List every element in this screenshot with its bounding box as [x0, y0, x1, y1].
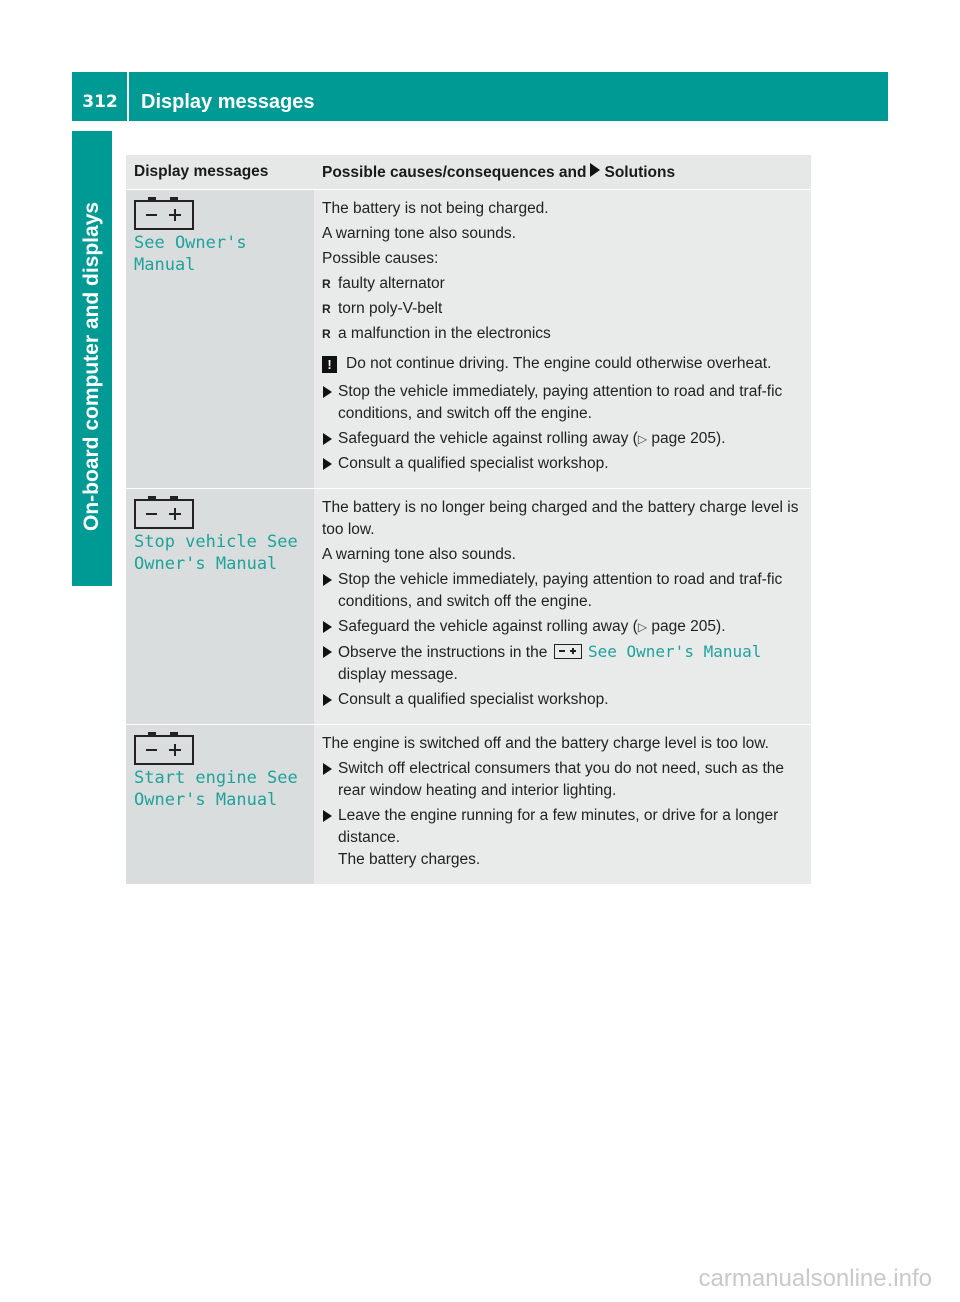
inline-display-message: See Owner's Manual [587, 642, 762, 661]
table-row [126, 190, 811, 489]
step-item: Observe the instructions in the See Owner's Manual display message. [322, 641, 803, 686]
side-tab-label: On-board computer and displays [80, 201, 103, 531]
step-item: Safeguard the vehicle against rolling away (▷ page 205). [322, 428, 803, 450]
display-message-text: Stop vehicle See Owner's Manual [134, 532, 309, 574]
description: Possible causes: [322, 250, 439, 267]
description: The battery is not being charged. [322, 200, 549, 217]
display-message-cell [126, 725, 314, 885]
col-header-display-messages: Display messages [126, 155, 314, 190]
battery-icon [134, 200, 194, 230]
step-arrow-icon [323, 621, 332, 633]
bullet-r-icon: R [322, 302, 331, 316]
description: The battery is no longer being charged and the battery charge level is too low. [322, 499, 799, 538]
step-arrow-icon [323, 694, 332, 706]
col-header-pre: Possible causes/consequences and [322, 163, 587, 181]
battery-icon [554, 644, 582, 659]
step-arrow-icon [323, 458, 332, 470]
battery-icon [134, 499, 194, 529]
step-item: Stop the vehicle immediately, paying attention to road and traf-fic conditions, and switch off the engine. [322, 381, 803, 425]
step-arrow-icon [323, 646, 332, 658]
step-item: Safeguard the vehicle against rolling away (▷ page 205). [322, 616, 803, 638]
display-message-text: See Owner's Manual [134, 233, 257, 275]
page-reference[interactable]: page 205). [651, 430, 726, 447]
solutions-cell [314, 725, 811, 885]
action-arrow-icon [590, 163, 600, 177]
step-arrow-icon [323, 433, 332, 445]
cause-item: R torn poly-V-belt [322, 298, 803, 320]
solutions-cell [314, 190, 811, 489]
page-reference[interactable]: page 205). [651, 618, 726, 635]
display-message-cell [126, 489, 314, 725]
warning-icon: ! [322, 356, 337, 373]
battery-icon [134, 735, 194, 765]
step-arrow-icon [323, 763, 332, 775]
col-header-post: Solutions [604, 163, 676, 181]
display-message-text: Start engine See Owner's Manual [134, 768, 309, 810]
cause-item: R faulty alternator [322, 273, 803, 295]
table-row [126, 489, 811, 725]
description: The engine is switched off and the battery charge level is too low. [322, 735, 769, 752]
col-header-solutions [314, 155, 811, 190]
step-item: Switch off electrical consumers that you do not need, such as the rear window heating and interior lighting. [322, 758, 803, 802]
step-item: Leave the engine running for a few minutes, or drive for a longer distance. The battery charges. [322, 805, 803, 871]
page-ref-icon: ▷ [637, 620, 648, 634]
bullet-r-icon: R [322, 277, 331, 291]
warning-note: ! Do not continue driving. The engine could otherwise overheat. [322, 353, 803, 375]
step-arrow-icon [323, 574, 332, 586]
page-ref-icon: ▷ [637, 432, 648, 446]
page-number: 312 [82, 92, 118, 112]
cause-item: R a malfunction in the electronics [322, 323, 803, 345]
step-item: Stop the vehicle immediately, paying attention to road and traf-fic conditions, and switch off the engine. [322, 569, 803, 613]
step-item: Consult a qualified specialist workshop. [322, 453, 803, 475]
description: A warning tone also sounds. [322, 225, 516, 242]
side-tab-block [72, 532, 112, 586]
table-row [126, 725, 811, 885]
table-header-row [126, 155, 811, 190]
section-title: Display messages [141, 91, 315, 113]
display-message-cell [126, 190, 314, 489]
bullet-r-icon: R [322, 327, 331, 341]
step-item: Consult a qualified specialist workshop. [322, 689, 803, 711]
solutions-cell [314, 489, 811, 725]
display-messages-table [126, 155, 811, 884]
description: A warning tone also sounds. [322, 546, 516, 563]
watermark: carmanualsonline.info [698, 1265, 932, 1292]
step-arrow-icon [323, 386, 332, 398]
step-arrow-icon [323, 810, 332, 822]
header-divider [127, 72, 129, 121]
result-text: The battery charges. [338, 851, 481, 868]
